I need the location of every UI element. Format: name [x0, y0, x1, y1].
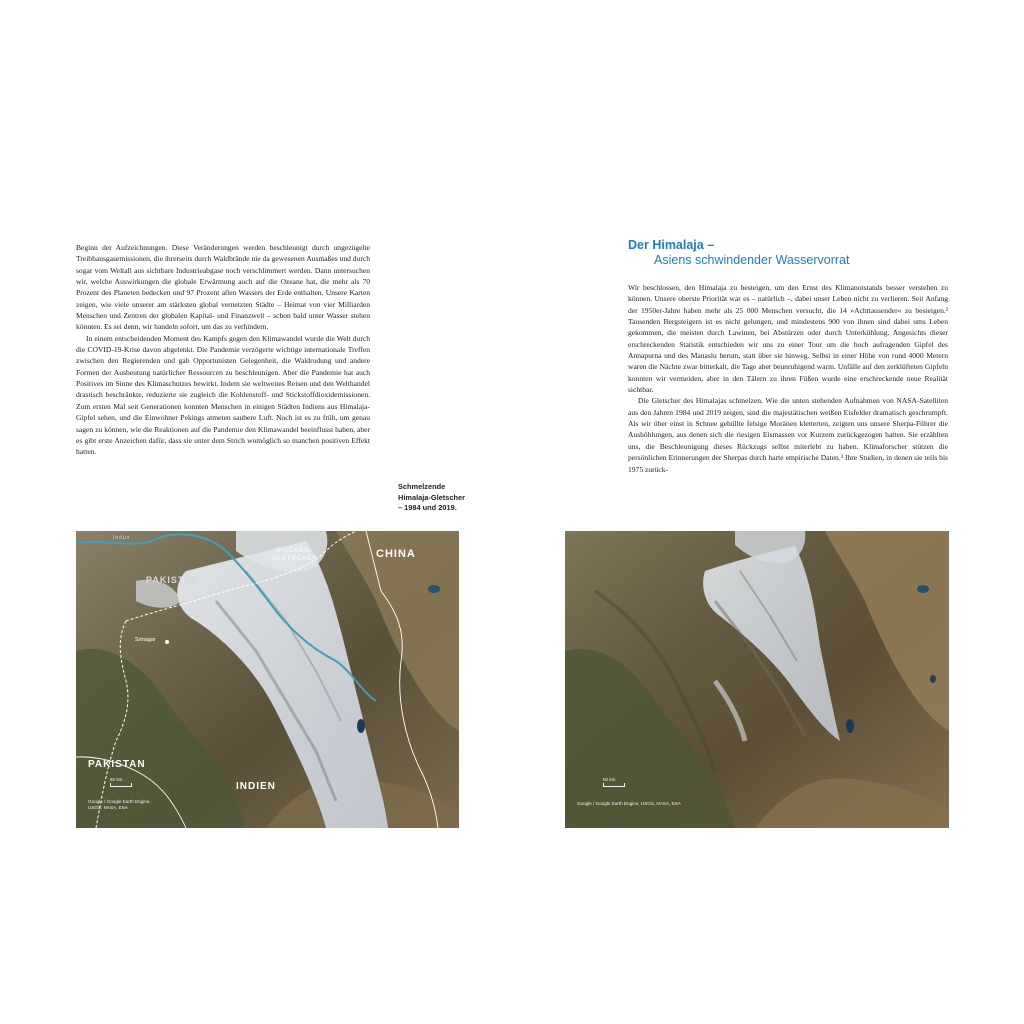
left-paragraph-2: In einem entscheidenden Moment des Kampfs gegen den Klimawandel wurde die Welt durch die COVID-19-Krise davon abgelenkt. Die Pandemie verzögerte wichtige internationale Treffen zwischen den Regierenden und gab Opportunisten Gelegenheit, die Waldrodung und andere Formen der Ausbeutung natürlicher Ressourcen zu beschleunigen. Aber die Pandemie hat auch Positives im Sinne des Klimaschutzes bewirkt. Indem sie weltweites Reisen und den Welthandel drastisch beschränkte, reduzierte sie zugleich die Kohlenstoff- und Stickstoffdioxidemissionen. Zum ersten Mal seit Generationen konnten Menschen in einigen Städten Indiens aus Himalaja-Gipfel sehen, und die Einwohner Pekings atmeten saubere Luft. Noch ist es zu früh, um genau sagen zu können, wie die Reaktionen auf die Pandemie den Klimawandel beeinflusst haben, aber es gibt erste Anzeichen dafür, dass sie unter dem Strich womöglich so manchen positiven Effekt hatten. — [76, 333, 370, 457]
satellite-map-2019 — [565, 531, 949, 828]
credit-1984-line-2: USGS, NASA, ESA — [88, 805, 128, 810]
credit-2019: Google / Google Earth Engine, USGS, NASA, ESA — [577, 801, 681, 806]
srinagar-marker — [165, 640, 169, 644]
label-siachen-2: GLETSCHER — [272, 556, 318, 562]
label-siachen-1: SIACHEN- — [276, 548, 313, 554]
scale-label-1984: 50 km — [110, 777, 123, 782]
label-pakistan-top: PAKISTAN — [146, 575, 199, 585]
label-srinagar: Srinagar — [135, 637, 156, 643]
label-china: CHINA — [376, 548, 416, 560]
right-paragraph-1: Wir beschlossen, den Himalaja zu besteigen, um den Ernst des Klimanotstands besser verstehen zu können. Unsere oberste Priorität war es – natürlich –, dabei unser Leben nicht zu verlieren. Seit Anfang der 1950er-Jahre haben mehr als 25 000 Menschen versucht, die 14 »Achttausender« zu besteigen.² Tausenden Bergsteigern ist es nicht gelungen, und mindestens 900 von ihnen sind dabei ums Leben gekommen, die meisten durch Lawinen, bei Abstürzen oder durch Unterkühlung. Angesichts dieser erschreckenden Statistik entschieden wir uns zu einer Tour um die hoch aufragenden Gipfel des Annapurna und des Manaslu herum, statt über sie hinweg. Selbst in einer Höhe von rund 4000 Metern waren die Nächte zwar bitterkalt, die Tage aber beunruhigend warm. Unfälle auf den zerklüfteten Gipfeln konnten wir vermeiden, aber in den Tälern zu ihren Füßen wurde eine erschreckende neue Realität sichtbar. — [628, 283, 948, 395]
scale-bar-line-2019 — [603, 783, 625, 787]
right-paragraph-2: Die Gletscher des Himalajas schmelzen. Wie die unten stehenden Aufnahmen von NASA-Satelliten aus den Jahren 1984 und 2019 zeigen, sind die majestätischen weißen Eisfelder dramatisch geschrumpft. Als wir über einst in Schnee gehüllte felsige Moränen kletterten, zeigten uns unsere Sherpa-Führer die Aushöhlungen, aus denen sich die riesigen Eismassen vor Kurzem zurückgezogen hatten. Sie erzählten uns, die Beschleunigung dieses Rückzugs selbst miterlebt zu haben. Klimaforscher stützen die persönlichen Erinnerungen der Sherpas durch harte empirische Daten.³ Ihre Studien, in denen sie teils bis 1975 zurück- — [628, 396, 948, 474]
credit-1984 — [88, 799, 151, 811]
map-caption: Schmelzende Himalaja-Gletscher – 1984 und 2019. — [398, 482, 465, 512]
scale-label-2019: 50 km — [603, 777, 616, 782]
scale-bar-2019 — [603, 777, 625, 787]
label-indus: Indus — [113, 535, 131, 541]
right-body-text — [628, 282, 948, 475]
label-pakistan-bottom: PAKISTAN — [88, 759, 146, 770]
left-body-text — [76, 242, 370, 458]
label-indien: INDIEN — [236, 781, 276, 792]
heading-line-2: Asiens schwindender Wasservorrat — [654, 253, 850, 267]
heading-line-1: Der Himalaja – — [628, 238, 715, 252]
left-paragraph-1: Beginn der Aufzeichnungen. Diese Veränderungen werden beschleunigt durch ungezügelte Treibhausgasemissionen, die ihrerseits durch Waldbrände nie da gewesenen Ausmaßes und durch sogar vom Weltall aus sichtbare Industrieabgase noch verschlimmert werden. Dann untersuchen wir, welche Auswirkungen die globale Erwärmung auch auf die Ozeane hat, die mehr als 70 Prozent des Planeten bedecken und 97 Prozent allen Wassers der Erde enthalten. Unsere Karten zeigen, wie viele unserer am stärksten global vernetzten Städte – Heimat von vier Milliarden Menschen und Zentren der globalen Kapital- und Finanzwelt – schon bald unter Wasser stehen könnten. Es sei denn, wir handeln sofort, um das zu verhindern. — [76, 243, 370, 332]
section-heading — [628, 238, 849, 268]
credit-1984-line-1: Google / Google Earth Engine, — [88, 799, 151, 804]
scale-bar-1984 — [110, 777, 132, 787]
scale-bar-line-1984 — [110, 783, 132, 787]
satellite-map-1984 — [76, 531, 459, 828]
